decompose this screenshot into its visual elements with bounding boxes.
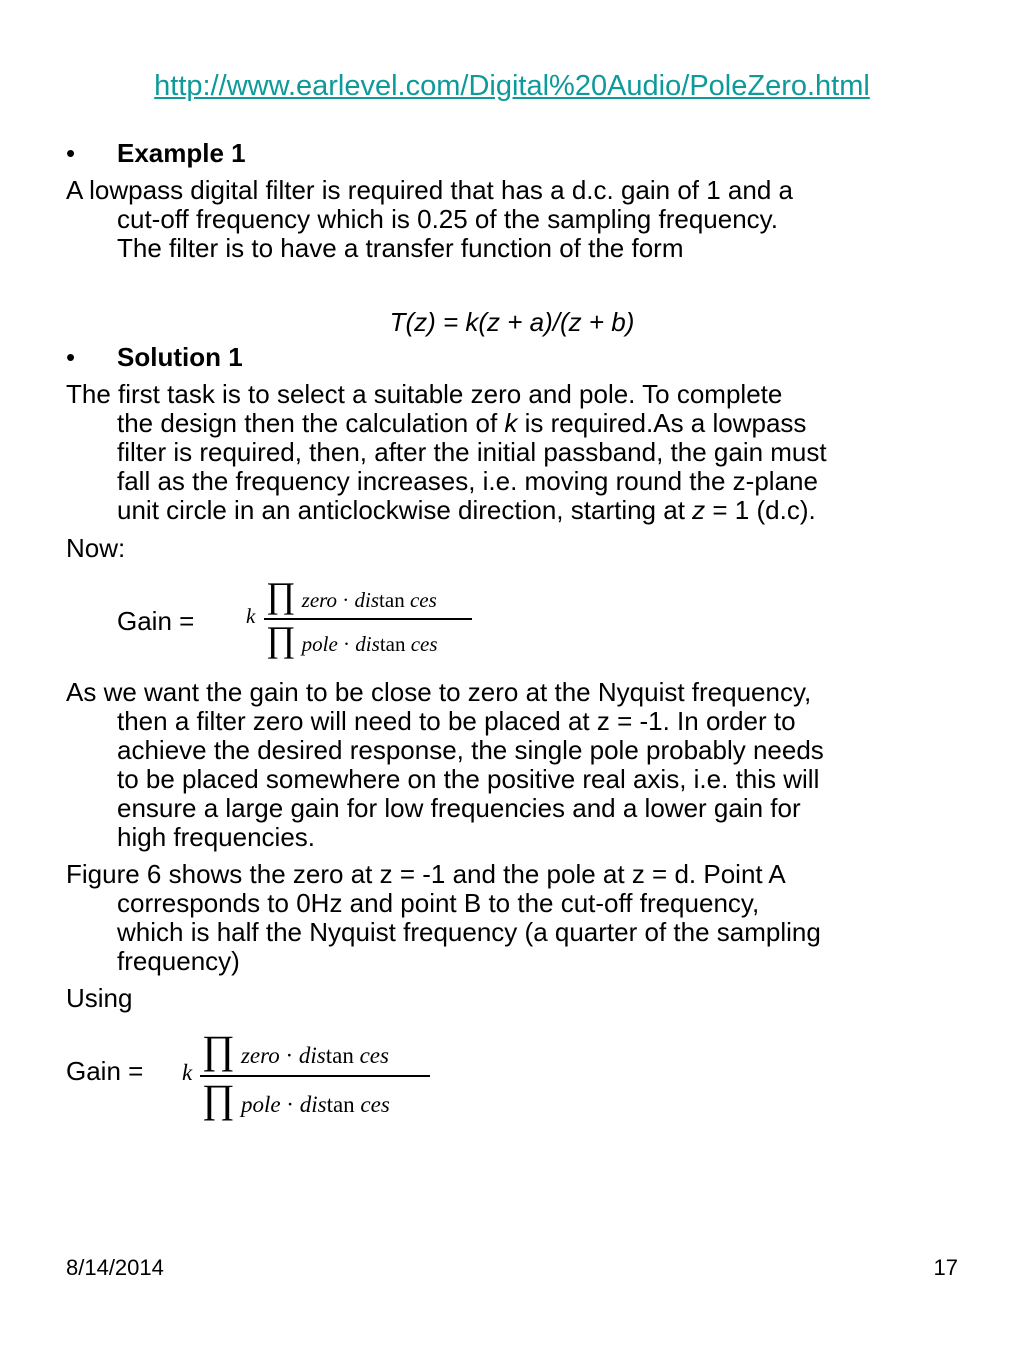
page-number: 17 (933, 1255, 958, 1280)
paragraph-line: The first task is to select a suitable zero and pole. To complete (66, 379, 783, 409)
formula-term: zero (240, 1043, 280, 1068)
formula-term: pole (301, 632, 338, 656)
text-run: = 1 (d.c). (705, 495, 816, 525)
paragraph-line: ensure a large gain for low frequencies and a lower gain for (117, 793, 801, 823)
formula-term: dis (299, 1092, 327, 1117)
text-run: is required.As a lowpass (517, 408, 807, 438)
paragraph-line: Figure 6 shows the zero at z = -1 and the pole at z = d. Point A (66, 859, 786, 889)
product-symbol: ∏ (266, 575, 296, 615)
paragraph-line (66, 409, 956, 438)
paragraph-line: filter is required, then, after the initial passband, the gain must (117, 437, 827, 467)
now-label: Now: (66, 533, 126, 563)
example-paragraph (66, 176, 956, 263)
paragraph-line: As we want the gain to be close to zero at the Nyquist frequency, (66, 677, 812, 707)
formula-term: pole (240, 1092, 281, 1117)
paragraph-line: to be placed somewhere on the positive real axis, i.e. this will (117, 764, 820, 794)
example-heading: Example 1 (117, 138, 246, 168)
gain-label: Gain = (117, 606, 195, 636)
gain-formula (182, 1026, 442, 1126)
formula-term: tan (379, 588, 405, 612)
formula-term: · (285, 1043, 294, 1068)
solution-paragraph (66, 380, 956, 525)
paragraph-line: frequency) (117, 946, 240, 976)
formula-term: tan (326, 1092, 355, 1117)
solution-heading: Solution 1 (117, 342, 243, 372)
paragraph-line: A lowpass digital filter is required that has a d.c. gain of 1 and a (66, 175, 793, 205)
gain-label: Gain = (66, 1056, 144, 1086)
paragraph-line: The filter is to have a transfer function of the form (117, 233, 684, 263)
using-label: Using (66, 983, 133, 1013)
formula-term: · (342, 588, 350, 612)
formula-term: tan (325, 1043, 354, 1068)
source-url-link[interactable]: http://www.earlevel.com/Digital%20Audio/PoleZero.html (154, 70, 870, 102)
formula-term: ces (410, 632, 438, 656)
paragraph-line: which is half the Nyquist frequency (a quarter of the sampling (117, 917, 821, 947)
product-symbol: ∏ (202, 1027, 235, 1072)
product-symbol: ∏ (202, 1076, 235, 1121)
formula-term: dis (355, 632, 380, 656)
formula-denominator (266, 618, 438, 660)
formula-term: · (286, 1092, 294, 1117)
paragraph-line: achieve the desired response, the single pole probably needs (117, 735, 824, 765)
paragraph-line: corresponds to 0Hz and point B to the cut-off frequency, (117, 888, 760, 918)
k-symbol: k (504, 408, 518, 438)
formula-term: tan (379, 632, 406, 656)
formula-numerator (202, 1026, 389, 1073)
text-run: unit circle in an anticlockwise direction, starting at (117, 495, 693, 525)
formula-term: · (343, 632, 351, 656)
figure-paragraph (66, 860, 956, 976)
formula-term: ces (359, 1043, 389, 1068)
transfer-function-equation: T(z) = k(z + a)/(z + b) (389, 307, 635, 337)
footer-date: 8/14/2014 (66, 1255, 164, 1280)
formula-term: ces (360, 1092, 390, 1117)
k-coefficient: k (246, 604, 256, 628)
gain-formula (246, 574, 486, 664)
k-coefficient: k (182, 1060, 193, 1085)
nyquist-paragraph (66, 678, 956, 852)
formula-numerator (266, 574, 437, 616)
bullet-marker: • (66, 138, 76, 168)
formula-term: dis (298, 1043, 326, 1068)
paragraph-line: fall as the frequency increases, i.e. moving round the z-plane (117, 466, 818, 496)
paragraph-line (66, 496, 956, 525)
product-symbol: ∏ (266, 619, 296, 659)
formula-term: dis (354, 588, 380, 612)
paragraph-line: then a filter zero will need to be placed at z = -1. In order to (117, 706, 796, 736)
formula-term: zero (301, 588, 338, 612)
bullet-marker: • (66, 342, 76, 372)
paragraph-line: high frequencies. (117, 822, 316, 852)
text-run: the design then the calculation of (117, 408, 505, 438)
paragraph-line: cut-off frequency which is 0.25 of the sampling frequency. (117, 204, 778, 234)
formula-term: ces (409, 588, 437, 612)
formula-denominator (202, 1075, 390, 1122)
z-symbol: z (692, 495, 706, 525)
